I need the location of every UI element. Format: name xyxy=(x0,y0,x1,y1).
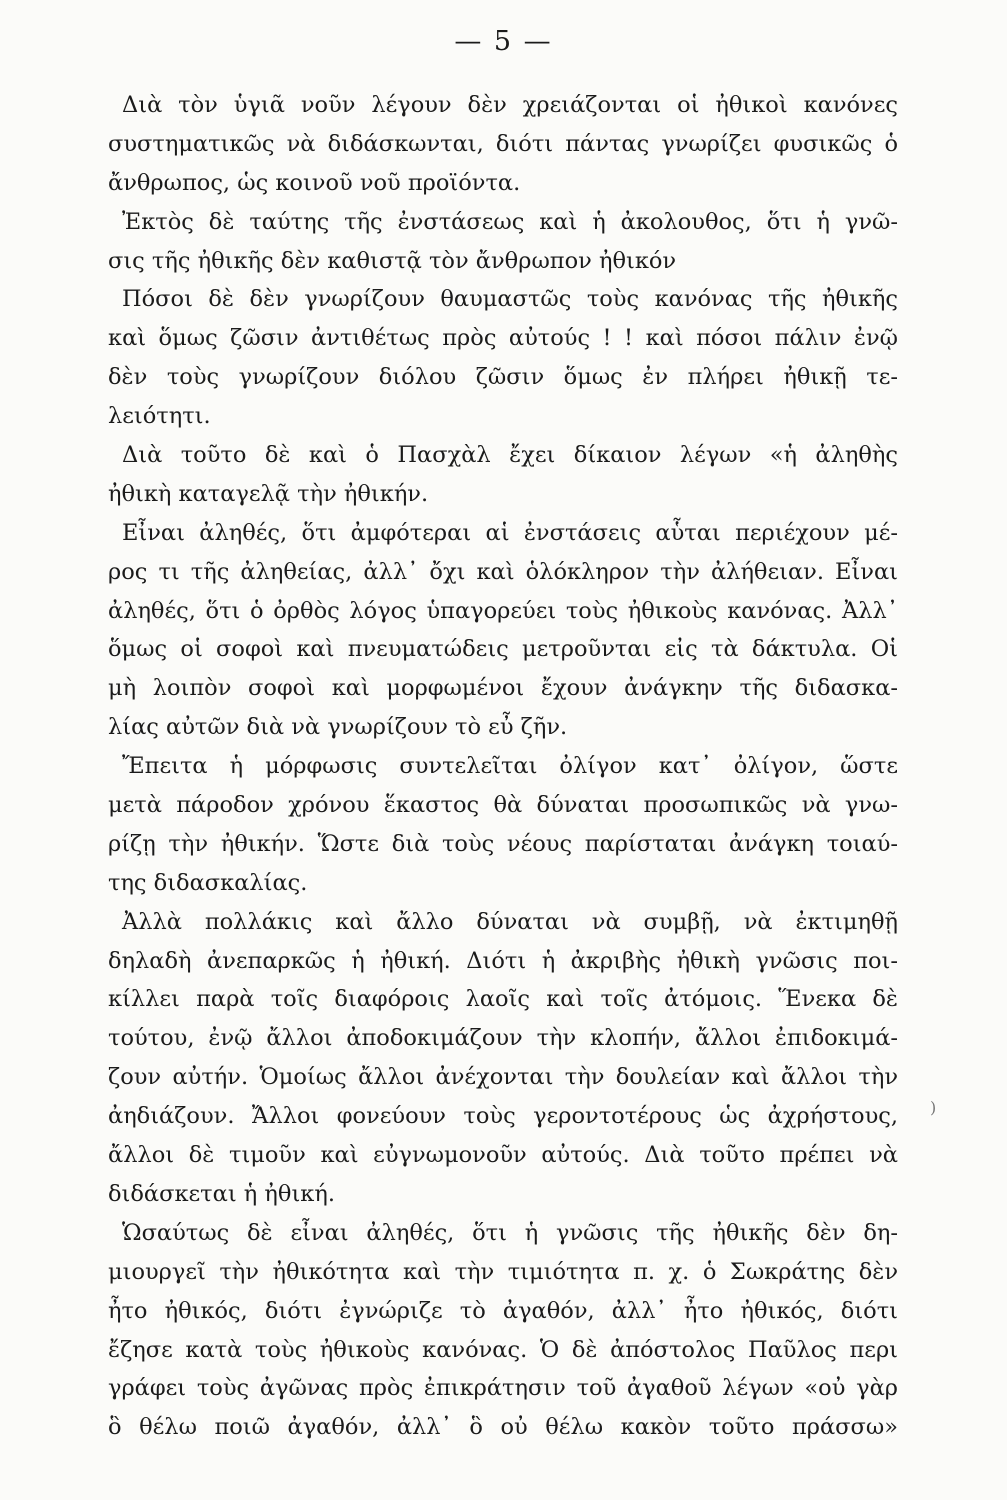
text-line: δὲν τοὺς γνωρίζουν διόλου ζῶσιν ὅμως ἐν πλήρει ἠθικῇ τε- xyxy=(108,364,898,391)
text-line: σις τῆς ἠθικῆς δὲν καθιστᾷ τὸν ἄνθρωπον ἠθικόν xyxy=(108,247,677,274)
text-line: Ὡσαύτως δὲ εἶναι ἀληθές, ὅτι ἡ γνῶσις τῆς ἠθικῆς δὲν δη- xyxy=(122,1219,898,1246)
text-line: λίας αὐτῶν διὰ νὰ γνωρίζουν τὸ εὖ ζῆν. xyxy=(108,714,568,741)
text-line: Ἐκτὸς δὲ ταύτης τῆς ἐνστάσεως καὶ ἡ ἀκολουθος, ὅτι ἡ γνῶ- xyxy=(122,208,898,235)
text-line: ζουν αὐτήν. Ὁμοίως ἄλλοι ἀνέχονται τὴν δουλείαν καὶ ἄλλοι τὴν xyxy=(108,1064,898,1091)
text-line: ὅμως οἱ σοφοὶ καὶ πνευματώδεις μετροῦνται εἰς τὰ δάκτυλα. Οἱ xyxy=(108,636,898,663)
text-line: Πόσοι δὲ δὲν γνωρίζουν θαυμαστῶς τοὺς κανόνας τῆς ἠθικῆς xyxy=(122,286,898,313)
text-line: μιουργεῖ τὴν ἠθικότητα καὶ τὴν τιμιότητα π. χ. ὁ Σωκράτης δὲν xyxy=(108,1258,898,1285)
text-line: ἀληθές, ὅτι ὁ ὀρθὸς λόγος ὑπαγορεύει τοὺς ἠθικοὺς κανόνας. Ἀλλ᾽ xyxy=(108,597,898,624)
text-line: ἠθικὴ καταγελᾷ τὴν ἠθικήν. xyxy=(108,480,429,507)
margin-mark: ) xyxy=(930,1098,937,1117)
text-line: γράφει τοὺς ἀγῶνας πρὸς ἐπικράτησιν τοῦ ἀγαθοῦ λέγων «οὐ γὰρ xyxy=(108,1375,898,1402)
text-line: Διὰ τὸν ὑγιᾶ νοῦν λέγουν δὲν χρειάζονται οἱ ἠθικοὶ κανόνες xyxy=(122,92,898,118)
text-line: ἀηδιάζουν. Ἄλλοι φονεύουν τοὺς γεροντοτέρους ὡς ἀχρήστους, xyxy=(108,1103,898,1130)
text-line: καὶ ὅμως ζῶσιν ἀντιθέτως πρὸς αὐτούς ! ! καὶ πόσοι πάλιν ἐνῷ xyxy=(108,325,898,352)
text-line: ἔζησε κατὰ τοὺς ἠθικοὺς κανόνας. Ὁ δὲ ἀπόστολος Παῦλος περι xyxy=(108,1336,898,1363)
text-line: τούτου, ἐνῷ ἄλλοι ἀποδοκιμάζουν τὴν κλοπήν, ἄλλοι ἐπιδοκιμά- xyxy=(108,1025,898,1052)
text-line: Διὰ τοῦτο δὲ καὶ ὁ Πασχὰλ ἔχει δίκαιον λέγων «ἡ ἀληθὴς xyxy=(122,442,898,469)
text-line: ἄνθρωπος, ὡς κοινοῦ νοῦ προϊόντα. xyxy=(108,169,521,196)
body-text xyxy=(108,86,898,1447)
text-line: Εἶναι ἀληθές, ὅτι ἀμφότεραι αἱ ἐνστάσεις αὗται περιέχουν μέ- xyxy=(122,519,898,546)
text-line: ἦτο ἠθικός, διότι ἐγνώριζε τὸ ἀγαθόν, ἀλλ᾽ ἦτο ἠθικός, διότι xyxy=(108,1297,898,1324)
text-line: μετὰ πάροδον χρόνου ἕκαστος θὰ δύναται προσωπικῶς νὰ γνω- xyxy=(108,792,898,819)
page-number: — 5 — xyxy=(454,26,553,57)
text-line: μὴ λοιπὸν σοφοὶ καὶ μορφωμένοι ἔχουν ἀνάγκην τῆς διδασκα- xyxy=(108,675,898,702)
text-line: ὃ θέλω ποιῶ ἀγαθόν, ἀλλ᾽ ὃ οὐ θέλω κακὸν τοῦτο πράσσω» xyxy=(108,1414,898,1441)
text-line: κίλλει παρὰ τοῖς διαφόροις λαοῖς καὶ τοῖς ἀτόμοις. Ἕνεκα δὲ xyxy=(108,986,898,1013)
text-line: λειότητι. xyxy=(108,403,211,430)
text-line: Ἀλλὰ πολλάκις καὶ ἄλλο δύναται νὰ συμβῇ, νὰ ἐκτιμηθῇ xyxy=(122,908,898,935)
text-line: ρίζῃ τὴν ἠθικήν. Ὥστε διὰ τοὺς νέους παρίσταται ἀνάγκη τοιαύ- xyxy=(108,830,898,857)
text-line: συστηματικῶς νὰ διδάσκωνται, διότι πάντας γνωρίζει φυσικῶς ὁ xyxy=(108,130,898,157)
text-line: διδάσκεται ἡ ἠθική. xyxy=(108,1180,335,1207)
text-line: Ἔπειτα ἡ μόρφωσις συντελεῖται ὀλίγον κατ᾽ ὀλίγον, ὥστε xyxy=(122,753,898,780)
text-line: ἄλλοι δὲ τιμοῦν καὶ εὐγνωμονοῦν αὐτούς. Διὰ τοῦτο πρέπει νὰ xyxy=(108,1142,898,1169)
text-line: ρος τι τῆς ἀληθείας, ἀλλ᾽ ὄχι καὶ ὁλόκληρον τὴν ἀλήθειαν. Εἶναι xyxy=(108,558,898,585)
text-line: δηλαδὴ ἀνεπαρκῶς ἡ ἠθική. Διότι ἡ ἀκριβὴς ἠθικὴ γνῶσις ποι- xyxy=(108,947,898,974)
text-line: της διδασκαλίας. xyxy=(108,869,308,896)
